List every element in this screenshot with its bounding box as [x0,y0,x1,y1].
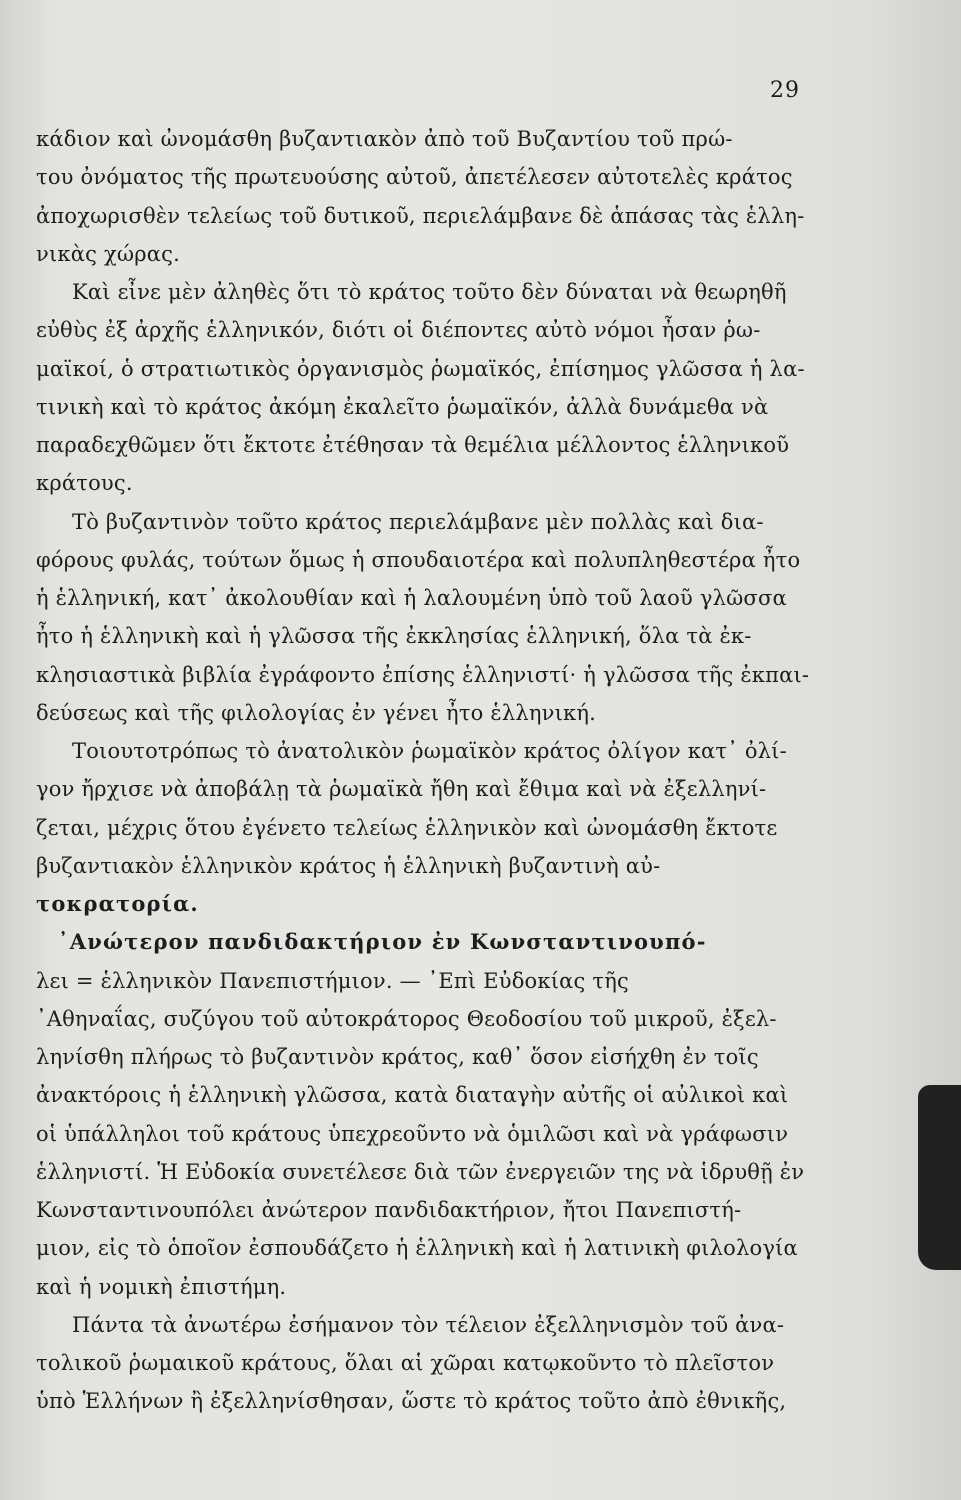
text-line: τινικὴ καὶ τὸ κράτος ἀκόμη ἐκαλεῖτο ῥωμαϊκόν, ἀλλὰ δυνάμεθα νὰ [36,394,769,419]
text-line: ἦτο ἡ ἑλληνικὴ καὶ ἡ γλῶσσα τῆς ἐκκλησίας ἑλληνική, ὅλα τὰ ἐκ- [36,624,752,649]
text-line: ἀνακτόροις ἡ ἑλληνικὴ γλῶσσα, κατὰ διαταγὴν αὐτῆς οἱ αὐλικοὶ καὶ [36,1083,789,1108]
text-line: γον ἤρχισε νὰ ἀποβάλῃ τὰ ῥωμαϊκὰ ἤθη καὶ ἔθιμα καὶ νὰ ἐξελληνί- [36,777,767,802]
text-line: ληνίσθη πλήρως τὸ βυζαντινὸν κράτος, καθ᾿ ὅσον εἰσήχθη ἐν τοῖς [36,1045,759,1069]
text-line: νικὰς χώρας. [36,241,180,266]
text-line: Τοιουτοτρόπως τὸ ἀνατολικὸν ῥωμαϊκὸν κράτος ὀλίγον κατ᾿ ὀλί- [72,739,787,763]
text-line: τολικοῦ ῥωμαικοῦ κράτους, ὅλαι αἱ χῶραι κατῳκοῦντο τὸ πλεῖστον [36,1351,775,1375]
text-line: τοκρατορία. [36,891,199,916]
text-line: ἀποχωρισθὲν τελείως τοῦ δυτικοῦ, περιελάμβανε δὲ ἁπάσας τὰς ἑλλη- [36,203,805,228]
text-line: ἡ ἑλληνική, κατ᾿ ἀκολουθίαν καὶ ἡ λαλουμένη ὑπὸ τοῦ λαοῦ γλῶσσα [36,586,787,610]
text-line: Κωνσταντινουπόλει ἀνώτερον πανδιδακτήριον, ἤτοι Πανεπιστή- [36,1198,742,1222]
text-line: δεύσεως καὶ τῆς φιλολογίας ἐν γένει ἦτο ἑλληνική. [36,700,597,725]
text-line: καὶ ἡ νομικὴ ἐπιστήμη. [36,1274,287,1299]
text-line: εὐθὺς ἐξ ἀρχῆς ἑλληνικόν, διότι οἱ διέποντες αὐτὸ νόμοι ἦσαν ῥω- [36,318,761,343]
text-line: κλησιαστικὰ βιβλία ἐγράφοντο ἐπίσης ἑλληνιστί· ἡ γλῶσσα τῆς ἐκπαι- [36,662,810,687]
text-line: μιον, εἰς τὸ ὁποῖον ἐσπουδάζετο ἡ ἑλληνικὴ καὶ ἡ λατινικὴ φιλολογία [36,1236,798,1261]
text-line: φόρους φυλάς, τούτων ὅμως ἡ σπουδαιοτέρα καὶ πολυπληθεστέρα ἦτο [36,547,801,572]
text-line: κάδιον καὶ ὠνομάσθη βυζαντιακὸν ἀπὸ τοῦ Βυζαντίου τοῦ πρώ- [36,127,733,151]
text-line: βυζαντιακὸν ἑλληνικὸν κράτος ἡ ἑλληνικὴ βυζαντινὴ αὐ- [36,853,661,878]
text-line: μαϊκοί, ὁ στρατιωτικὸς ὀργανισμὸς ῥωμαϊκός, ἐπίσημος γλῶσσα ἡ λα- [36,356,805,381]
text-line: του ὀνόματος τῆς πρωτευούσης αὐτοῦ, ἀπετέλεσεν αὐτοτελὲς κράτος [36,165,793,190]
text-line: ζεται, μέχρις ὅτου ἐγένετο τελείως ἑλληνικὸν καὶ ὠνομάσθη ἔκτοτε [36,815,778,840]
text-line: παραδεχθῶμεν ὅτι ἔκτοτε ἐτέθησαν τὰ θεμέλια μέλλοντος ἑλληνικοῦ [36,433,790,457]
text-line: Καὶ εἶνε μὲν ἀληθὲς ὅτι τὸ κράτος τοῦτο δὲν δύναται νὰ θεωρηθῆ [72,280,787,304]
section-heading: ᾿Ανώτερον πανδιδακτήριον ἐν Κωνσταντινουπό- [58,929,707,955]
scan-shadow [918,1085,961,1270]
body-text [36,120,826,1421]
text-line: κράτους. [36,471,133,496]
text-line: Πάντα τὰ ἀνωτέρω ἐσήμανον τὸν τέλειον ἐξελληνισμὸν τοῦ ἀνα- [72,1312,785,1337]
text-line: ἑλληνιστί. Ἡ Εὐδοκία συνετέλεσε διὰ τῶν ἐνεργειῶν της νὰ ἱδρυθῇ ἐν [36,1159,805,1184]
text-line: ὑπὸ Ἑλλήνων ἢ ἐξελληνίσθησαν, ὥστε τὸ κράτος τοῦτο ἀπὸ ἐθνικῆς, [36,1389,787,1414]
text-line: ᾿Αθηναΐας, συζύγου τοῦ αὐτοκράτορος Θεοδοσίου τοῦ μικροῦ, ἐξελ- [36,1006,777,1031]
text-line: οἱ ὑπάλληλοι τοῦ κράτους ὑπεχρεοῦντο νὰ ὁμιλῶσι καὶ νὰ γράφωσιν [36,1121,789,1146]
section-heading-continued: λει = ἑλληνικὸν Πανεπιστήμιον. — ᾿Επὶ Εὐδοκίας τῆς [36,968,629,993]
text-line: Τὸ βυζαντινὸν τοῦτο κράτος περιελάμβανε μὲν πολλὰς καὶ δια- [72,509,764,534]
page-number: 29 [770,78,800,103]
